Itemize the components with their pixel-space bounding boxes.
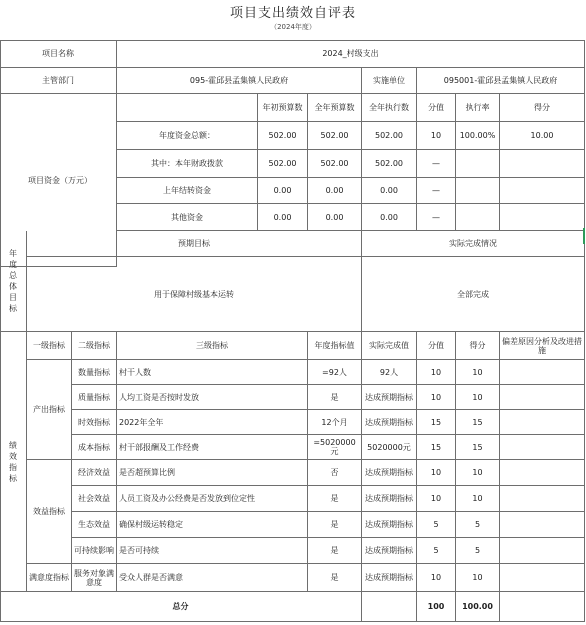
funds-row-got[interactable] bbox=[500, 204, 585, 231]
perf-got-cell[interactable]: 10 bbox=[456, 486, 500, 512]
perf-target-cell[interactable]: 是 bbox=[308, 512, 362, 538]
funds-label: 项目资金（万元） bbox=[0, 94, 117, 267]
perf-score-cell[interactable]: 5 bbox=[417, 512, 456, 538]
perf-actual-cell[interactable]: 达成预期指标 bbox=[362, 460, 417, 486]
funds-row-got[interactable] bbox=[500, 150, 585, 178]
perf-deviation-cell[interactable] bbox=[500, 360, 585, 385]
perf-l3-cell[interactable]: 人员工资及办公经费是否发放到位定性 bbox=[117, 486, 308, 512]
funds-row-label: 其中：本年财政拨款 bbox=[117, 150, 258, 178]
evaluation-sheet bbox=[0, 40, 586, 625]
funds-row-score[interactable]: — bbox=[417, 204, 456, 231]
perf-side-char: 标 bbox=[9, 473, 17, 483]
unit-label: 实施单位 bbox=[362, 68, 417, 94]
perf-score-cell[interactable]: 10 bbox=[417, 486, 456, 512]
perf-target-cell[interactable]: 是 bbox=[308, 538, 362, 564]
perf-target-cell[interactable]: 12个月 bbox=[308, 410, 362, 435]
perf-score-cell[interactable]: 10 bbox=[417, 460, 456, 486]
perf-got-cell[interactable]: 10 bbox=[456, 564, 500, 592]
goals-side-char: 年 bbox=[9, 249, 17, 258]
perf-score-cell[interactable]: 15 bbox=[417, 435, 456, 460]
funds-row-rate[interactable]: 100.00% bbox=[456, 122, 500, 150]
perf-l2-cell: 数量指标 bbox=[72, 360, 117, 385]
funds-header-annual: 全年预算数 bbox=[308, 94, 362, 122]
total-deviation[interactable] bbox=[500, 592, 585, 622]
goals-expected-header: 预期目标 bbox=[27, 231, 362, 257]
funds-row-initial[interactable]: 502.00 bbox=[258, 122, 308, 150]
funds-row-score[interactable]: 10 bbox=[417, 122, 456, 150]
funds-row-executed[interactable]: 502.00 bbox=[362, 122, 417, 150]
total-blank bbox=[362, 592, 417, 622]
perf-deviation-cell[interactable] bbox=[500, 486, 585, 512]
perf-deviation-cell[interactable] bbox=[500, 435, 585, 460]
perf-header-score: 分值 bbox=[417, 332, 456, 360]
funds-row-score[interactable]: — bbox=[417, 178, 456, 204]
perf-got-cell[interactable]: 10 bbox=[456, 385, 500, 410]
project-name-value[interactable]: 2024_村级支出 bbox=[117, 40, 585, 68]
perf-actual-cell[interactable]: 达成预期指标 bbox=[362, 385, 417, 410]
funds-row-annual[interactable]: 502.00 bbox=[308, 150, 362, 178]
goals-actual-header: 实际完成情况 bbox=[362, 231, 585, 257]
funds-row-rate[interactable] bbox=[456, 150, 500, 178]
funds-row-annual[interactable]: 502.00 bbox=[308, 122, 362, 150]
perf-got-cell[interactable]: 10 bbox=[456, 460, 500, 486]
perf-actual-cell[interactable]: 达成预期指标 bbox=[362, 410, 417, 435]
perf-l3-cell[interactable]: 村干人数 bbox=[117, 360, 308, 385]
page-title: 项目支出绩效自评表 bbox=[229, 6, 356, 21]
funds-header-initial: 年初预算数 bbox=[258, 94, 308, 122]
perf-target-cell[interactable]: =5020000元 bbox=[308, 435, 362, 460]
perf-target-cell[interactable]: 否 bbox=[308, 460, 362, 486]
funds-header-executed: 全年执行数 bbox=[362, 94, 417, 122]
perf-header-l1: 一级指标 bbox=[27, 332, 72, 360]
perf-group-satisfaction: 满意度指标 bbox=[27, 564, 72, 592]
funds-row-label: 其他资金 bbox=[117, 204, 258, 231]
perf-actual-cell[interactable]: 达成预期指标 bbox=[362, 564, 417, 592]
goals-side-text bbox=[2, 248, 24, 314]
perf-group-benefit: 效益指标 bbox=[27, 460, 72, 564]
funds-row-label: 上年结转资金 bbox=[117, 178, 258, 204]
funds-row-got[interactable] bbox=[500, 178, 585, 204]
goals-side-char: 度 bbox=[9, 260, 17, 269]
perf-deviation-cell[interactable] bbox=[500, 385, 585, 410]
perf-actual-cell[interactable]: 达成预期指标 bbox=[362, 486, 417, 512]
perf-score-cell[interactable]: 10 bbox=[417, 385, 456, 410]
perf-l3-cell[interactable]: 人均工资是否按时发放 bbox=[117, 385, 308, 410]
goals-side-char: 目 bbox=[9, 293, 17, 302]
unit-value[interactable]: 095001-霍邱县孟集镇人民政府 bbox=[417, 68, 585, 94]
funds-header-rate: 执行率 bbox=[456, 94, 500, 122]
perf-group-output: 产出指标 bbox=[27, 360, 72, 460]
funds-row-annual[interactable]: 0.00 bbox=[308, 178, 362, 204]
funds-header-got: 得分 bbox=[500, 94, 585, 122]
goals-actual-value[interactable]: 全部完成 bbox=[362, 257, 585, 332]
funds-row-executed[interactable]: 0.00 bbox=[362, 178, 417, 204]
funds-row-score[interactable]: — bbox=[417, 150, 456, 178]
perf-got-cell[interactable]: 15 bbox=[456, 410, 500, 435]
perf-l2-cell: 社会效益 bbox=[72, 486, 117, 512]
perf-side-label bbox=[0, 332, 27, 592]
perf-side-char: 绩 bbox=[9, 440, 17, 450]
perf-target-cell[interactable]: =92人 bbox=[308, 360, 362, 385]
perf-deviation-cell[interactable] bbox=[500, 410, 585, 435]
perf-side-char: 指 bbox=[9, 462, 17, 472]
perf-side-text bbox=[2, 440, 24, 484]
funds-row-initial[interactable]: 0.00 bbox=[258, 204, 308, 231]
perf-l2-cell: 生态效益 bbox=[72, 512, 117, 538]
perf-l2-cell: 服务对象满意度 bbox=[72, 564, 117, 592]
perf-l3-cell[interactable]: 确保村级运转稳定 bbox=[117, 512, 308, 538]
funds-row-label: 年度资金总额： bbox=[117, 122, 258, 150]
perf-l3-cell[interactable]: 2022年全年 bbox=[117, 410, 308, 435]
perf-l2-cell: 时效指标 bbox=[72, 410, 117, 435]
perf-score-cell[interactable]: 10 bbox=[417, 360, 456, 385]
funds-row-annual[interactable]: 0.00 bbox=[308, 204, 362, 231]
goals-side-char: 标 bbox=[9, 304, 17, 313]
perf-got-cell[interactable]: 5 bbox=[456, 538, 500, 564]
perf-score-cell[interactable]: 5 bbox=[417, 538, 456, 564]
funds-row-executed[interactable]: 0.00 bbox=[362, 204, 417, 231]
perf-header-l3: 三级指标 bbox=[117, 332, 308, 360]
perf-l2-cell: 成本指标 bbox=[72, 435, 117, 460]
funds-row-got[interactable]: 10.00 bbox=[500, 122, 585, 150]
funds-header-blank bbox=[117, 94, 258, 122]
perf-deviation-cell[interactable] bbox=[500, 564, 585, 592]
perf-header-l2: 二级指标 bbox=[72, 332, 117, 360]
perf-l3-cell[interactable]: 是否超预算比例 bbox=[117, 460, 308, 486]
perf-header-got: 得分 bbox=[456, 332, 500, 360]
funds-row-initial[interactable]: 502.00 bbox=[258, 150, 308, 178]
sheet-accent-mark bbox=[583, 228, 585, 244]
perf-deviation-cell[interactable] bbox=[500, 538, 585, 564]
total-label: 总分 bbox=[0, 592, 362, 622]
perf-l2-cell: 经济效益 bbox=[72, 460, 117, 486]
funds-row-rate[interactable] bbox=[456, 178, 500, 204]
funds-row-initial[interactable]: 0.00 bbox=[258, 178, 308, 204]
perf-target-cell[interactable]: 是 bbox=[308, 486, 362, 512]
perf-side-char: 效 bbox=[9, 451, 17, 461]
goals-side-char: 体 bbox=[9, 282, 17, 291]
perf-target-cell[interactable]: 是 bbox=[308, 564, 362, 592]
perf-l2-cell: 质量指标 bbox=[72, 385, 117, 410]
goals-side-char: 总 bbox=[9, 271, 17, 280]
funds-header-score: 分值 bbox=[417, 94, 456, 122]
perf-actual-cell[interactable]: 达成预期指标 bbox=[362, 538, 417, 564]
goals-expected-value[interactable]: 用于保障村级基本运转 bbox=[27, 257, 362, 332]
perf-actual-cell[interactable]: 5020000元 bbox=[362, 435, 417, 460]
perf-got-cell[interactable]: 5 bbox=[456, 512, 500, 538]
project-name-label: 项目名称 bbox=[0, 40, 117, 68]
perf-l2-cell: 可持续影响 bbox=[72, 538, 117, 564]
year-subtitle: （2024年度） bbox=[270, 23, 316, 31]
perf-deviation-cell[interactable] bbox=[500, 460, 585, 486]
perf-actual-cell[interactable]: 92人 bbox=[362, 360, 417, 385]
total-got[interactable]: 100.00 bbox=[456, 592, 500, 622]
total-score[interactable]: 100 bbox=[417, 592, 456, 622]
funds-row-executed[interactable]: 502.00 bbox=[362, 150, 417, 178]
dept-label: 主管部门 bbox=[0, 68, 117, 94]
goals-side-label bbox=[0, 231, 27, 332]
funds-row-rate[interactable] bbox=[456, 204, 500, 231]
perf-l3-cell[interactable]: 是否可持续 bbox=[117, 538, 308, 564]
perf-target-cell[interactable]: 是 bbox=[308, 385, 362, 410]
perf-deviation-cell[interactable] bbox=[500, 512, 585, 538]
dept-value[interactable]: 095-霍邱县孟集镇人民政府 bbox=[117, 68, 362, 94]
perf-got-cell[interactable]: 10 bbox=[456, 360, 500, 385]
perf-l3-cell[interactable]: 受众人群是否满意 bbox=[117, 564, 308, 592]
perf-actual-cell[interactable]: 达成预期指标 bbox=[362, 512, 417, 538]
perf-header-deviation: 偏差原因分析及改进措施 bbox=[500, 332, 585, 360]
perf-header-actual: 实际完成值 bbox=[362, 332, 417, 360]
perf-l3-cell[interactable]: 村干部报酬及工作经费 bbox=[117, 435, 308, 460]
perf-score-cell[interactable]: 15 bbox=[417, 410, 456, 435]
perf-score-cell[interactable]: 10 bbox=[417, 564, 456, 592]
perf-header-target: 年度指标值 bbox=[308, 332, 362, 360]
perf-got-cell[interactable]: 15 bbox=[456, 435, 500, 460]
